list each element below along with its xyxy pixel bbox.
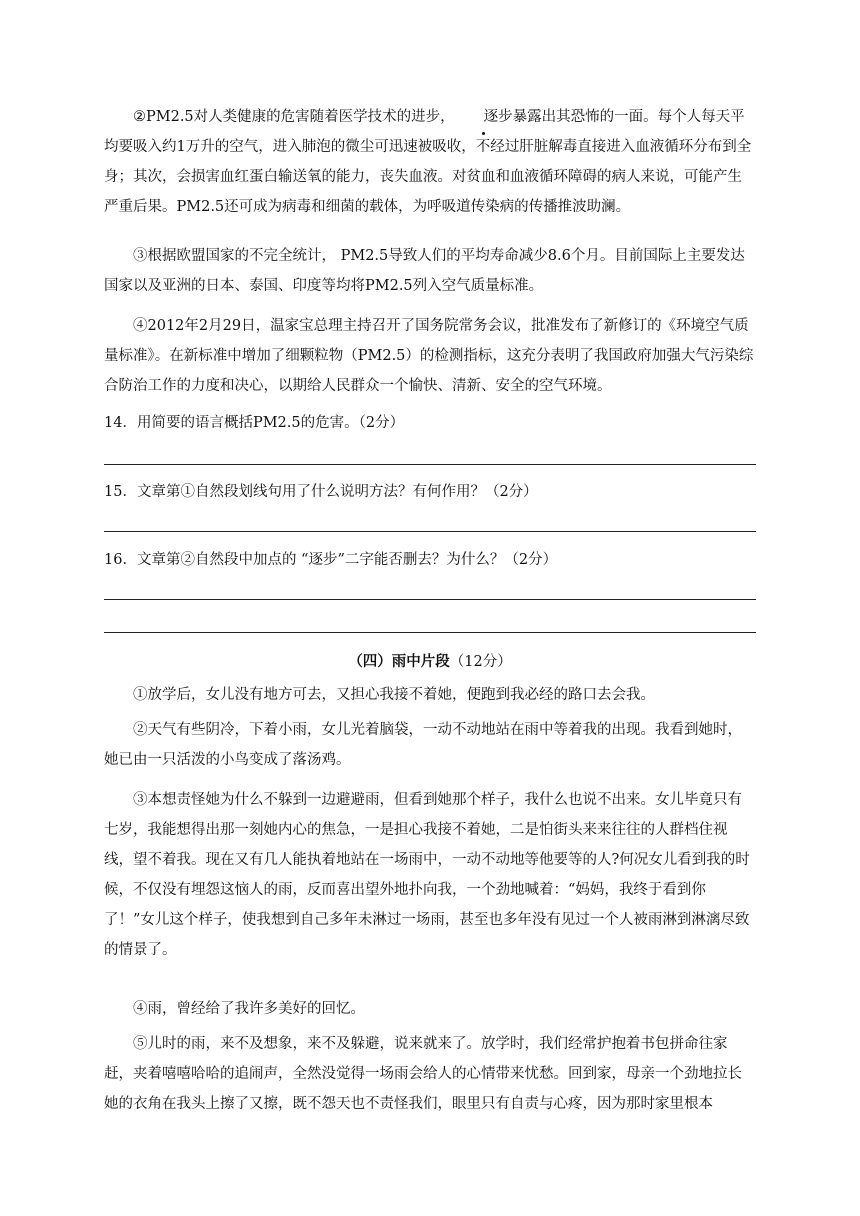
passage4-paragraph-2: ②天气有些阴冷，下着小雨，女儿光着脑袋，一动不动地站在雨中等着我的出现。我看到她时，她已由一只活泼的小鸟变成了落汤鸡。 <box>104 722 742 768</box>
passage3-paragraph-2 <box>104 102 756 222</box>
answer-line-16a[interactable] <box>104 599 756 600</box>
question-14: 14．用简要的语言概括PM2.5的危害。（2分） <box>104 415 405 431</box>
question-16: 16．文章第②自然段中加点的 “逐步”二字能否删去？为什么？（2分） <box>104 552 558 568</box>
passage4-title <box>104 647 756 677</box>
answer-line-16b[interactable] <box>104 632 756 633</box>
answer-line-14[interactable] <box>104 464 756 465</box>
answer-line-15[interactable] <box>104 531 756 532</box>
p2-text-after: 暴露出其恐怖的一面。每个人每天平均要吸入约1万升的空气，进入肺泡的微尘可迅速被吸收，不经过肝脏解毒直接进入血液循环分布到全身；其次，会损害血红蛋白输送氧的能力，丧失血液。对贫血和血液循环障碍的病人来说，可能产生严重后果。PM2.5还可成为病毒和细菌的载体，为呼吸道传染病的传播推波助澜。 <box>104 109 752 215</box>
passage4-title-score: （12分） <box>449 654 512 670</box>
dotted-word: 逐步 <box>455 102 513 132</box>
passage4-paragraph-1: ①放学后，女儿没有地方可去，又担心我接不着她，便跑到我必经的路口去会我。 <box>133 687 655 703</box>
passage4-title-text: （四）雨中片段 <box>348 653 450 670</box>
p2-text-before: ②PM2.5对人类健康的危害随着医学技术的进步， <box>133 109 455 125</box>
question-15: 15．文章第①自然段划线句用了什么说明方法？有何作用？（2分） <box>104 484 538 500</box>
passage3-paragraph-4: ④2012年2月29日，温家宝总理主持召开了国务院常务会议，批准发布了新修订的《环境空气质量标准》。在新标准中增加了细颗粒物（PM2.5）的检测指标，这充分表明了我国政府加强大气污染综合防治工作的力度和决心，以期给人民群众一个愉快、清新、安全的空气环境。 <box>104 318 754 394</box>
passage3-paragraph-3: ③根据欧盟国家的不完全统计， PM2.5导致人们的平均寿命减少8.6个月。目前国际上主要发达国家以及亚洲的日本、泰国、印度等均将PM2.5列入空气质量标准。 <box>104 248 745 294</box>
passage4-paragraph-3: ③本想责怪她为什么不躲到一边避避雨，但看到她那个样子，我什么也说不出来。女儿毕竟只有七岁，我能想得出那一刻她内心的焦急，一是担心我接不着她，二是怕街头来来往往的人群档住视线，望不着我。现在又有几人能执着地站在一场雨中，一动不动地等他要等的人?何况女儿看到我的时候，不仅没有埋怨这恼人的雨，反而喜出望外地扑向我，一个劲地喊着：“妈妈，我终于看到你了！”女儿这个样子，使我想到自己多年未淋过一场雨，甚至也多年没有见过一个人被雨淋到淋漓尽致的情景了。 <box>104 792 750 958</box>
passage4-paragraph-4: ④雨，曾经给了我许多美好的回忆。 <box>133 1001 365 1017</box>
passage4-paragraph-5: ⑤儿时的雨，来不及想象，来不及躲避，说来就来了。放学时，我们经常护抱着书包拼命往家赶，夹着嘻嘻哈哈的追闹声，全然没觉得一场雨会给人的心情带来忧愁。回到家，母亲一个劲地拉长她的衣角在我头上擦了又擦，既不怨天也不责怪我们，眼里只有自责与心疼，因为那时家里根本 <box>104 1036 742 1112</box>
